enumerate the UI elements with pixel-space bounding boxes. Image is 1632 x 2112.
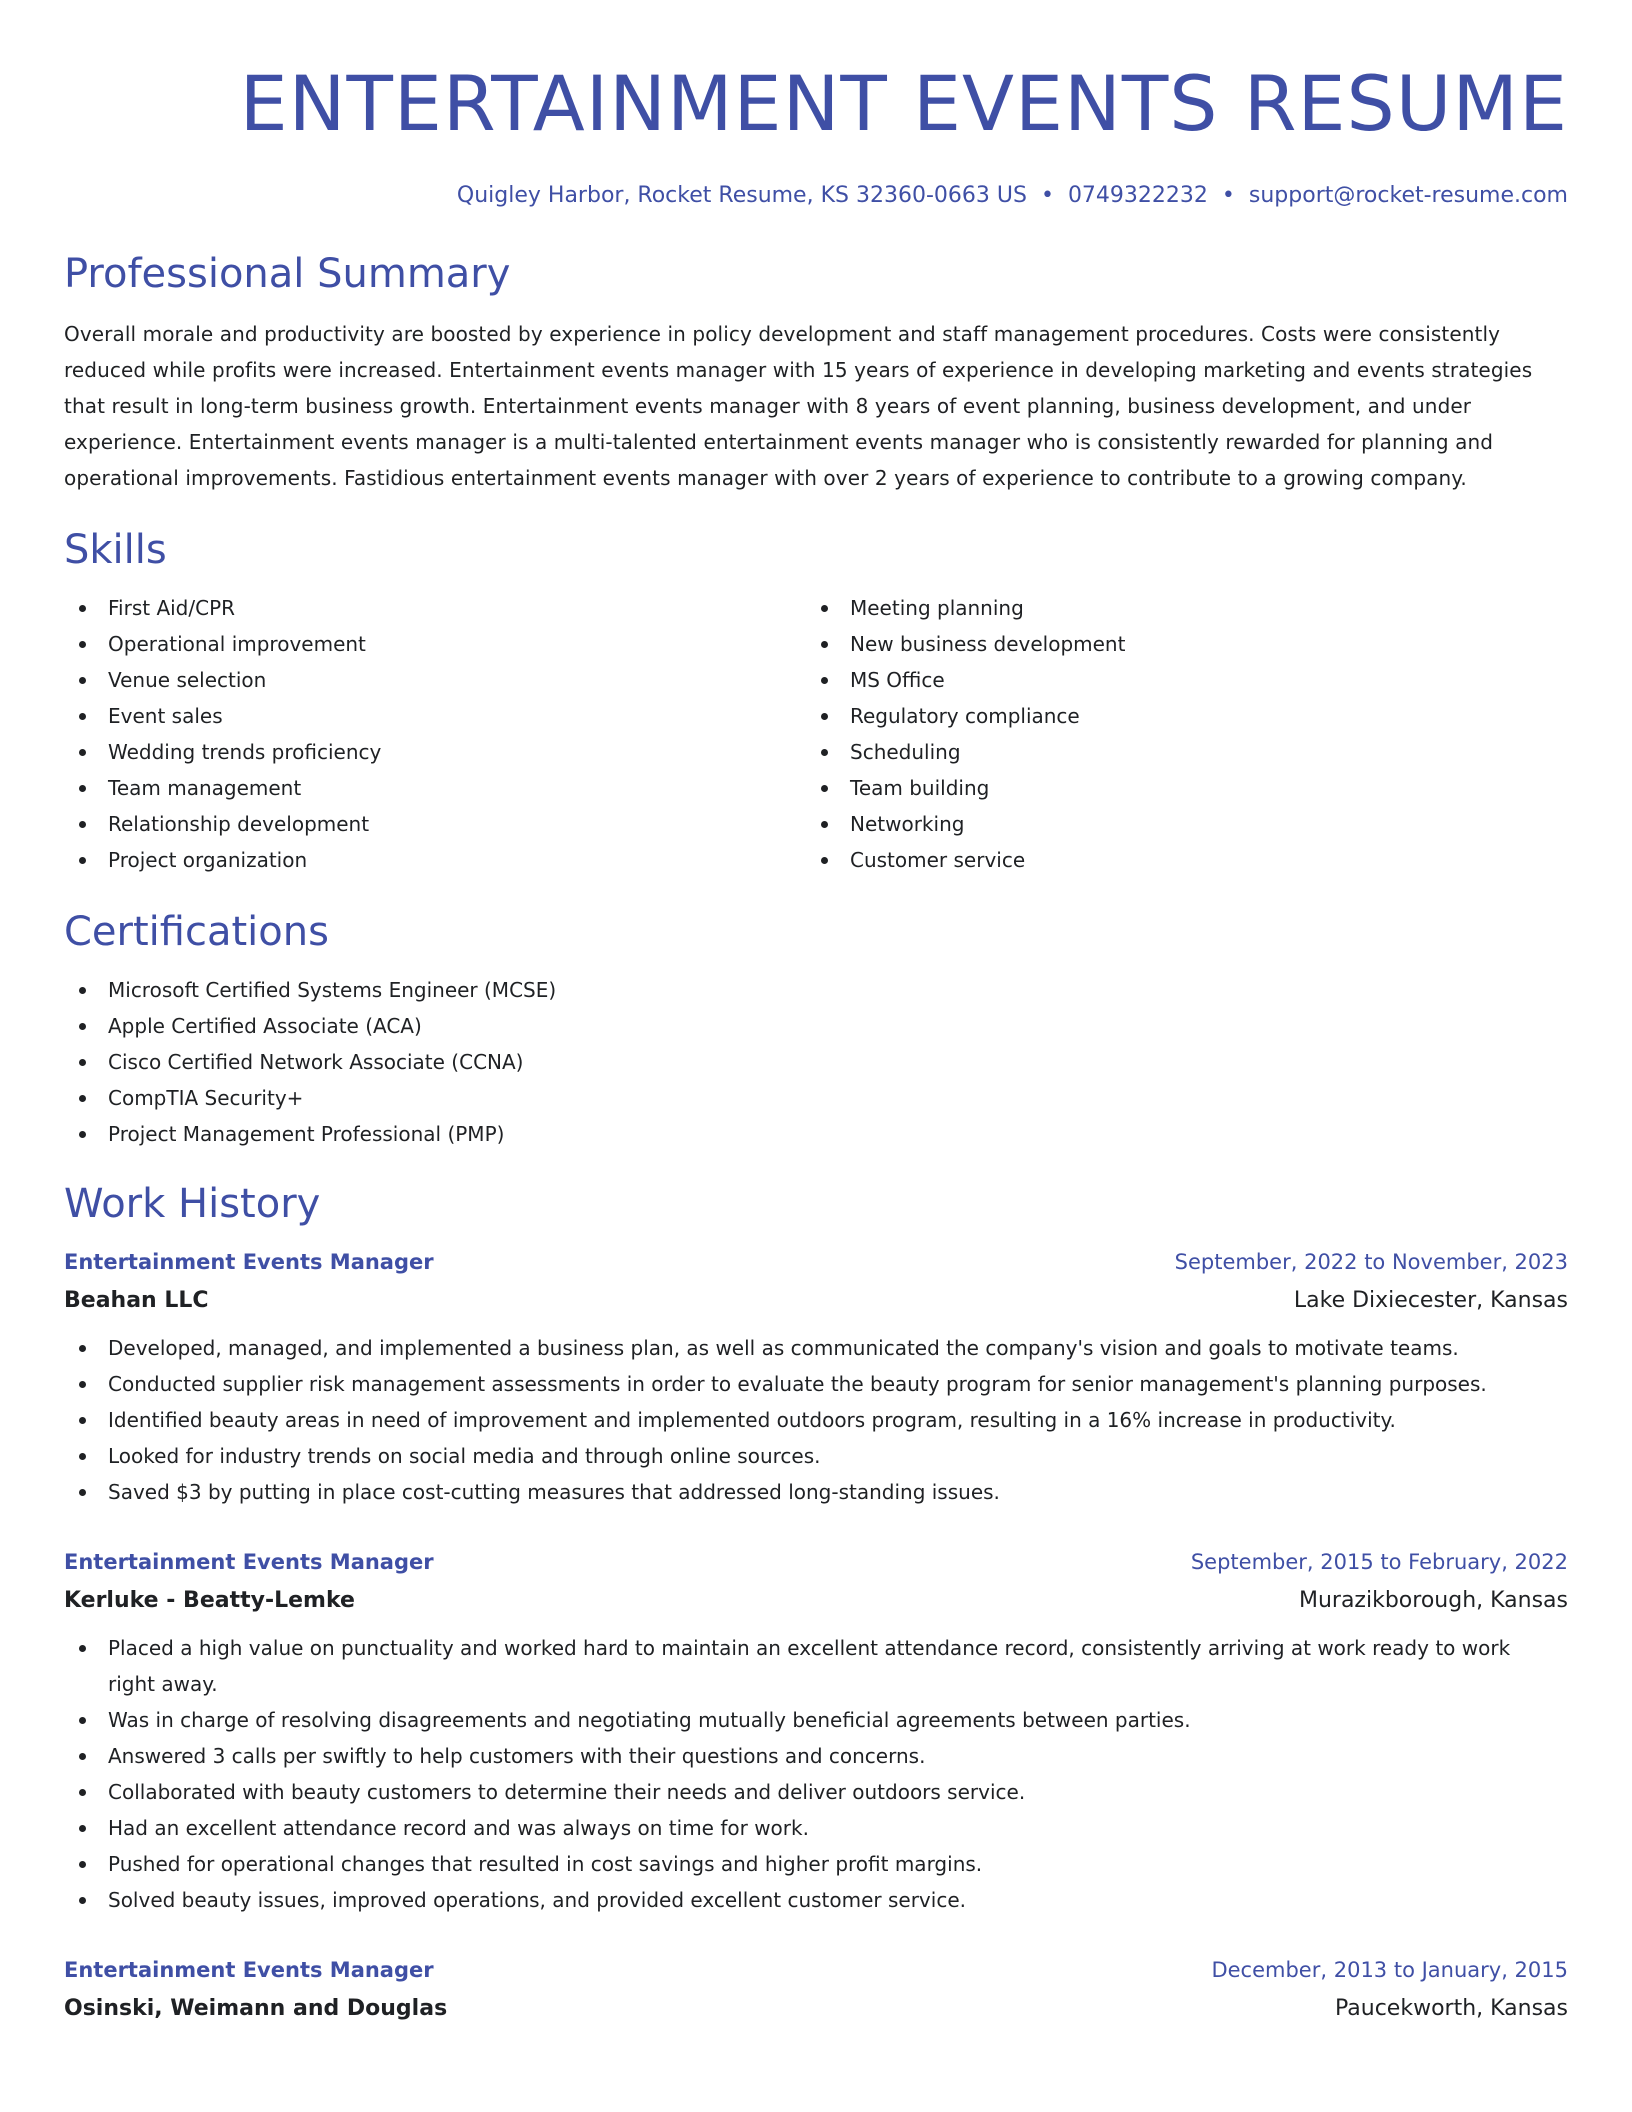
job-title: Entertainment Events Manager [64,1958,434,1982]
job-dates: September, 2022 to November, 2023 [1174,1250,1568,1274]
job-company: Kerluke - Beatty-Lemke [64,1588,355,1613]
skill-item: First Aid/CPR [64,590,806,626]
contact-email: support@rocket-resume.com [1248,183,1568,208]
job-title: Entertainment Events Manager [64,1250,434,1274]
job-bullet: Solved beauty issues, improved operations, and provided excellent customer service. [64,1882,1568,1918]
job-bullet: Collaborated with beauty customers to determine their needs and deliver outdoors service. [64,1774,1568,1810]
skill-item: Relationship development [64,806,806,842]
job-title: Entertainment Events Manager [64,1550,434,1574]
contact-phone: 0749322232 [1067,183,1208,208]
job-bullet: Pushed for operational changes that resulted in cost savings and higher profit margins. [64,1846,1568,1882]
job-company-row [64,1988,1568,2030]
skill-item: Operational improvement [64,626,806,662]
job-bullet: Saved $3 by putting in place cost-cutting measures that addressed long-standing issues. [64,1474,1568,1510]
skills-list-left [64,590,806,878]
summary-heading: Professional Summary [64,251,511,297]
skill-item: Regulatory compliance [806,698,1568,734]
job-bullet: Developed, managed, and implemented a business plan, as well as communicated the company's vision and goals to motivate teams. [64,1330,1568,1366]
skill-item: Customer service [806,842,1568,878]
job-location: Lake Dixiecester, Kansas [1293,1288,1568,1313]
skill-item: New business development [806,626,1568,662]
skill-item: Team building [806,770,1568,806]
contact-separator: • [1221,183,1235,208]
job-bullet: Looked for industry trends on social media and through online sources. [64,1438,1568,1474]
certification-item: Project Management Professional (PMP) [64,1116,1568,1152]
certification-item: Cisco Certified Network Associate (CCNA) [64,1044,1568,1080]
certification-item: CompTIA Security+ [64,1080,1568,1116]
work-history-heading: Work History [64,1181,321,1227]
job-bullet: Conducted supplier risk management assessments in order to evaluate the beauty program for senior management's planning purposes. [64,1366,1568,1402]
certification-item: Apple Certified Associate (ACA) [64,1008,1568,1044]
job-bullet: Was in charge of resolving disagreements and negotiating mutually beneficial agreements between parties. [64,1702,1568,1738]
job-company: Osinski, Weimann and Douglas [64,1996,448,2021]
job-entry [64,1544,1568,1918]
skill-item: Project organization [64,842,806,878]
summary-text: Overall morale and productivity are boosted by experience in policy development and staff management procedures. Costs were consistently reduced while profits were increased. Entertainment events manager with 15 years of experience in developing marketing and events strategies that result in long-term business growth. Entertainment events manager with 8 years of event planning, business development, and under experience. Entertainment events manager is a multi-talented entertainment events manager who is consistently rewarded for planning and operational improvements. Fastidious entertainment events manager with over 2 years of experience to contribute to a growing company. [64,322,1533,490]
job-bullet: Had an excellent attendance record and was always on time for work. [64,1810,1568,1846]
job-entry [64,1952,1568,2030]
job-header-row [64,1244,1568,1280]
skill-item: Meeting planning [806,590,1568,626]
skill-item: Event sales [64,698,806,734]
job-company-row [64,1580,1568,1622]
job-bullet: Identified beauty areas in need of improvement and implemented outdoors program, resulting in a 16% increase in productivity. [64,1402,1568,1438]
skill-item: Wedding trends proficiency [64,734,806,770]
job-bullet: Answered 3 calls per swiftly to help customers with their questions and concerns. [64,1738,1568,1774]
job-header-row [64,1952,1568,1988]
job-dates: December, 2013 to January, 2015 [1211,1958,1568,1982]
job-location: Paucekworth, Kansas [1335,1996,1568,2021]
job-bullets [64,1630,1568,1918]
contact-address: Quigley Harbor, Rocket Resume, KS 32360-0663 US [456,183,1027,208]
job-company: Beahan LLC [64,1288,209,1313]
certifications-heading: Certifications [64,909,329,955]
skill-item: Venue selection [64,662,806,698]
job-company-row [64,1280,1568,1322]
skill-item: Scheduling [806,734,1568,770]
skill-item: Team management [64,770,806,806]
skill-item: MS Office [806,662,1568,698]
skill-item: Networking [806,806,1568,842]
job-bullets [64,1330,1568,1510]
certification-item: Microsoft Certified Systems Engineer (MCSE) [64,972,1568,1008]
job-bullet: Placed a high value on punctuality and worked hard to maintain an excellent attendance record, consistently arriving at work ready to work right away. [64,1630,1568,1702]
contact-line [64,180,1568,212]
skills-heading: Skills [64,527,167,573]
job-dates: September, 2015 to February, 2022 [1190,1550,1568,1574]
certifications-list [64,972,1568,1152]
job-header-row [64,1544,1568,1580]
resume-title: ENTERTAINMENT EVENTS RESUME [239,59,1568,148]
job-entry [64,1244,1568,1510]
job-location: Murazikborough, Kansas [1298,1588,1568,1613]
contact-separator: • [1040,183,1054,208]
skills-grid [64,590,1568,878]
skills-list-right [806,590,1568,878]
